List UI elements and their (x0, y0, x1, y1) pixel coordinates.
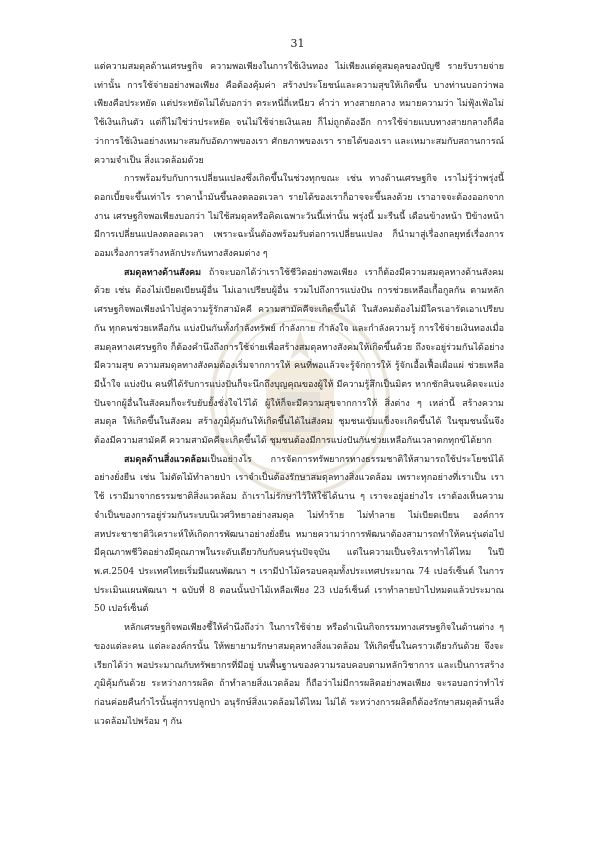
paragraph-text: เป็นอย่างไร การจัดการทรัพยากรทางธรรมชาติให้สามารถใช้ประโยชน์ได้อย่างยั่งยืน เช่น ไม่ตัดไม้ทำลายป่า เราจำเป็นต้องรักษาสมดุลทางสิ่งแวดล้อม เพราะทุกอย่างที่เราเป็น เราใช้ เรามีมาจากธรรมชาติสิ่งแวดล้อม ถ้าเราไม่รักษาไว้ให้ใช้ได้นาน ๆ เราจะอยู่อย่างไร เราต้องเห็นความจำเป็นของการอยู่ร่วมกันระบบนิเวศวิทยาอย่างสมดุล ไม่ทำร้าย ไม่ทำลาย ไม่เบียดเบียน องค์การสหประชาชาติวิเคราะห์ให้เกิดการพัฒนาอย่างยั่งยืน หมายความว่าการพัฒนาต้องสามารถทำให้คนรุ่นต่อไปมีคุณภาพชีวิตอย่างมีคุณภาพในระดับเดียวกับกับคนรุ่นปัจจุบัน แต่ในความเป็นจริงเราทำได้ไหม ในปี พ.ศ.2504 ประเทศไทยเริ่มมีแผนพัฒนา ฯ เรามีป่าไม้ครอบคลุมทั้งประเทศประมาณ 74 เปอร์เซ็นต์ ในการประเมินแผนพัฒนา ฯ ฉบับที่ 8 ตอนนั้นป่าไม้เหลือเพียง 23 เปอร์เซ็นต์ เราทำลายป่าไปหมดแล้วประมาณ 50 เปอร์เซ็นต์ (94, 454, 504, 615)
page-number: 31 (290, 37, 305, 50)
paragraph-lead-heading: สมดุลทางด้านสังคม (124, 267, 202, 278)
body-text (94, 58, 504, 731)
paragraph-environmental-balance (94, 451, 504, 619)
paragraph-text: การพร้อมรับกับการเปลี่ยนแปลงซึ่งเกิดขึ้นในช่วงทุกขณะ เช่น ทางด้านเศรษฐกิจ เราไม่รู้ว่าพรุ่งนี้ดอกเบี้ยจะขึ้นเท่าไร ราคาน้ำมันขึ้นลงตลอดเวลา รายได้ของเราก็อาจจะขึ้นลงด้วย เราอาจจะต้องออกจากงาน เศรษฐกิจพอเพียงบอกว่า ไม่ใช้สมดุลหรือคิดเฉพาะวันนี้เท่านั้น พรุ่งนี้ มะรืนนี้ เดือนข้างหน้า ปีข้างหน้า มีการเปลี่ยนแปลงตลอดเวลา เพราะฉะนั้นต้องพร้อมรับต่อการเปลี่ยนแปลง ก็นำมาสู่เรื่องกลยุทธ์เรื่องการออมเรื่องการสร้างหลักประกันทางสังคมต่าง ๆ (94, 174, 504, 260)
paragraph-sufficiency-principle (94, 619, 504, 731)
paragraph-text: หลักเศรษฐกิจพอเพียงชี้ให้คำนึงถึงว่า ในการใช้จ่าย หรือดำเนินกิจกรรมทางเศรษฐกิจในด้านต่าง ๆ ของแต่ละคน แต่ละองค์กรนั้น ให้พยายามรักษาสมดุลทางสิ่งแวดล้อม ให้เกิดขึ้นในคราวเดียวกันด้วย จึงจะเรียกได้ว่า พอประมาณกับทรัพยากรที่มีอยู่ บนพื้นฐานของความรอบคอบตามหลักวิชาการ และเป็นการสร้างภูมิคุ้มกันด้วย ระหว่างการผลิต ถ้าทำลายสิ่งแวดล้อม ก็ถือว่าไม่มีการผลิตอย่างพอเพียง จะรอบอกว่าทำไร่ก่อนค่อยคืนกำไรนั้นสู่การปลูกป่า อนุรักษ์สิ่งแวดล้อมได้ไหม ไม่ได้ ระหว่างการผลิตก็ต้องรักษาสมดุลด้านสิ่งแวดล้อมไปพร้อม ๆ กัน (94, 623, 504, 727)
paragraph-lead-heading: สมดุลด้านสิ่งแวดล้อม (124, 454, 208, 465)
paragraph-readiness-for-change (94, 170, 504, 264)
paragraph-social-balance (94, 264, 504, 451)
paragraph-text: แต่ความสมดุลด้านเศรษฐกิจ ความพอเพียงในการใช้เงินทอง ไม่เพียงแต่ดูสมดุลของบัญชี รายรับรายจ่ายเท่านั้น การใช้จ่ายอย่างพอเพียง คือต้องคุ้มค่า สร้างประโยชน์และความสุขให้เกิดขึ้น บางท่านบอกว่าพอเพียงคือประหยัด แต่ประหยัดไม่ได้บอกว่า ตระหนี่ถี่เหนียว คำว่า ทางสายกลาง หมายความว่า ไม่ฟุ้งเฟ้อไม่ใช้เงินเกินตัว แต่ก็ไม่ใช่ว่าประหยัด จนไม่ใช้จ่ายเงินเลย ก็ไม่ถูกต้องอีก การใช้จ่ายแบบทางสายกลางก็คือว่าการใช้เงินอย่างเหมาะสมกับอัตภาพของเรา ศักยภาพของเรา รายได้ของเรา และเหมาะสมกับสถานการณ์ความจำเป็น สิ่งแวดล้อมด้วย (94, 62, 504, 166)
paragraph-economic-balance (94, 58, 504, 170)
paragraph-text: ถ้าจะบอกได้ว่าเราใช้ชีวิตอย่างพอเพียง เราก็ต้องมีความสมดุลทางด้านสังคมด้วย เช่น ต้องไม่เบียดเบียนผู้อื่น ไม่เอาเปรียบผู้อื่น รวมไปถึงการแบ่งปัน การช่วยเหลือเกื้อกูลกัน ตามหลักเศรษฐกิจพอเพียงนำไปสู่ความรู้รักสามัคคี ความสามัคคีจะเกิดขึ้นได้ ในสังคมต้องไม่มีใครเอารัดเอาเปรียบกัน ทุกคนช่วยเหลือกัน แบ่งปันกันทั้งกำลังทรัพย์ กำลังกาย กำลังใจ และกำลังความรู้ การใช้จ่ายเงินทองเมื่อสมดุลทางเศรษฐกิจ ก็ต้องคำนึงถึงการใช้จ่ายเพื่อสร้างสมดุลทางสังคมให้เกิดขึ้นด้วย ถึงจะอยู่ร่วมกันได้อย่างมีความสุข ความสมดุลทางสังคมต้องเริ่มจากการให้ คนที่พอแล้วจะรู้จักการให้ รู้จักเอื้อเฟื้อเผื่อแผ่ ช่วยเหลือ มีน้ำใจ แบ่งปัน คนที่ได้รับการแบ่งปันก็จะนึกถึงบุญคุณของผู้ให้ มีความรู้สึกเป็นมิตร หากชักสินจนคิดจะแบ่งปันจากผู้อื่นในสังคมก็จะรับยับยั้งชั่งใจไว้ได้ ผู้ให้ก็จะมีความสุขจากการให้ สิ่งต่าง ๆ เหล่านี้ สร้างความสมดุล ให้เกิดขึ้นในสังคม สร้างภูมิคุ้มกันให้เกิดขึ้นได้ในสังคม ชุมชนเข้มแข็งจะเกิดขึ้นได้ ในชุมชนนั้นจึงต้องมีความสามัคคี ความสามัคคีจะเกิดขึ้นได้ ชุมชนต้องมีการแบ่งปันกันช่วยเหลือกันเวลาตกทุกข์ได้ยาก (94, 267, 504, 447)
